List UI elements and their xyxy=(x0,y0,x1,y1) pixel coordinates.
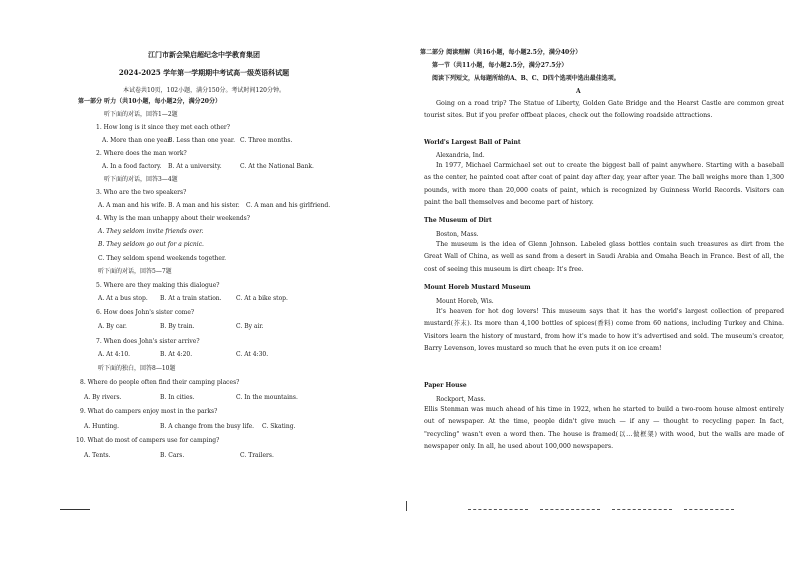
exam-title: 2024-2025 学年第一学期期中考试高一级英语科试题 xyxy=(118,68,290,77)
reading-instruction: 阅读下列短文，从每题所给的A、B、C、D四个选项中选出最佳选项。 xyxy=(432,75,620,82)
footer-dash xyxy=(684,509,734,510)
right-page xyxy=(410,0,794,561)
group-instruction: 听下面的独白，回答8—10题 xyxy=(98,365,176,372)
question-stem: 5. Where are they making this dialogue? xyxy=(96,282,220,289)
attraction-place: Alexandria, Ind. xyxy=(436,152,485,159)
question-stem: 1. How long is it since they met each other? xyxy=(96,124,230,131)
option-b: B. At 4:20. xyxy=(160,351,193,358)
option-a: A. They seldom invite friends over. xyxy=(98,228,204,235)
option-c: C. In the mountains. xyxy=(236,394,298,401)
passage-intro: Going on a road trip? The Statue of Liberty, Golden Gate Bridge and the Hearst Castle are common great tourist sites. But if you prefer offbeat places, check out the following roadside attractions. xyxy=(424,100,784,120)
attraction-name: The Museum of Dirt xyxy=(424,217,492,224)
option-a: A. At a bus stop. xyxy=(98,295,148,302)
option-b: B. They seldom go out for a picnic. xyxy=(98,241,204,248)
option-a: A. More than one year. xyxy=(102,137,172,144)
option-b: B. Less than one year. xyxy=(168,137,236,144)
option-a: A. A man and his wife. xyxy=(98,202,167,209)
listening-part-title: 第一部分 听力（共10小题，每小题2分，满分20分） xyxy=(78,98,221,105)
reading-part-title: 第二部分 阅读理解（共16小题，每小题2.5分，满分40分） xyxy=(420,49,582,56)
fold-mark xyxy=(406,501,407,511)
attraction-name: Mount Horeb Mustard Museum xyxy=(424,284,531,291)
question-stem: 3. Who are the two speakers? xyxy=(96,189,187,196)
question-stem: 10. What do most of campers use for camping? xyxy=(76,437,220,444)
option-c: C. A man and his girlfriend. xyxy=(246,202,331,209)
attraction-text: It's heaven for hot dog lovers! This museum says that it has the world's largest collection of prepared mustard(芥末). Its more than 4,100 bottles of spices(香料) come from 60 nations, including Turkey and China. Visitors learn the history of mustard, from how it's made to how it's advertised and sold. The museum's creator, Barry Levenson, loves mustard so much that he even puts it on ice cream! xyxy=(424,308,784,353)
option-a: A. By rivers. xyxy=(84,394,122,401)
passage-letter: A xyxy=(576,88,581,95)
option-a: A. Hunting. xyxy=(84,423,120,430)
option-c: C. They seldom spend weekends together. xyxy=(98,255,227,262)
question-stem: 9. What do campers enjoy most in the parks? xyxy=(80,408,218,415)
option-b: B. In cities. xyxy=(160,394,195,401)
attraction-place: Mount Horeb, Wis. xyxy=(436,298,494,305)
footer-dash xyxy=(540,509,600,510)
option-c: C. At a bike stop. xyxy=(236,295,288,302)
option-b: B. By train. xyxy=(160,323,195,330)
group-instruction: 听下面的对话，回答1—2题 xyxy=(104,111,178,118)
option-c: C. Trailers. xyxy=(240,452,274,459)
attraction-text: In 1977, Michael Carmichael set out to create the biggest ball of paint anywhere. Starting with a baseball as the center, he painted coat after coat of paint day after day, year after year. The ball weighs more than 1,300 pounds, with more than 20,000 coats of paint, which is recognized by Guinness World Records. Visitors can paint the ball themselves and become part of history. xyxy=(424,162,784,207)
option-c: C. Skating. xyxy=(262,423,296,430)
attraction-name: World's Largest Ball of Paint xyxy=(424,139,521,146)
school-name: 江门市新会梁启超纪念中学教育集团 xyxy=(148,50,260,59)
option-c: C. At 4:30. xyxy=(236,351,269,358)
question-stem: 7. When does John's sister arrive? xyxy=(96,338,200,345)
question-stem: 6. How does John's sister come? xyxy=(96,309,195,316)
option-a: A. Tents. xyxy=(84,452,111,459)
attraction-name: Paper House xyxy=(424,382,467,389)
group-instruction: 听下面的对话，回答5—7题 xyxy=(98,268,172,275)
option-b: B. Cars. xyxy=(160,452,185,459)
attraction-text: Ellis Stenman was much ahead of his time in 1922, when he started to build a two-room house almost entirely out of newspaper. At the time, people didn't give much — if any — thought to recycling paper. In fact, "recycling" wasn't even a word then. The house is framed(以…做框架) with wood, but the walls are made of newspaper only. In all, he used about 100,000 newspapers. xyxy=(424,406,784,451)
attraction-place: Rockport, Mass. xyxy=(436,396,486,403)
option-a: A. At 4:10. xyxy=(98,351,131,358)
option-c: C. By air. xyxy=(236,323,264,330)
reading-section-title: 第一节（共11小题，每小题2.5分，满分27.5分） xyxy=(432,62,568,69)
footer-rule xyxy=(60,509,90,510)
group-instruction: 听下面的对话，回答3—4题 xyxy=(104,176,178,183)
option-c: C. Three months. xyxy=(240,137,293,144)
option-b: B. A change from the busy life. xyxy=(160,423,255,430)
question-stem: 8. Where do people often find their camping places? xyxy=(80,379,240,386)
footer-dash xyxy=(468,509,528,510)
attraction-place: Boston, Mass. xyxy=(436,231,479,238)
attraction-text: The museum is the idea of Glenn Johnson. Labeled glass bottles contain such treasures as dirt from the Great Wall of China, as well as sand from a desert in Saudi Arabia and Omaha Beach in France. Best of all, the cost of seeing this museum is dirt cheap: It's free. xyxy=(424,241,784,273)
option-c: C. At the National Bank. xyxy=(240,163,314,170)
option-a: A. In a food factory. xyxy=(102,163,162,170)
question-stem: 4. Why is the man unhappy about their weekends? xyxy=(96,215,250,222)
exam-info: 本试卷共10页，102小题，满分150分。考试时间120分钟。 xyxy=(123,87,285,94)
option-b: B. A man and his sister. xyxy=(168,202,240,209)
footer-dash xyxy=(612,509,672,510)
option-b: B. At a train station. xyxy=(160,295,222,302)
question-stem: 2. Where does the man work? xyxy=(96,150,187,157)
option-b: B. At a university. xyxy=(168,163,222,170)
option-a: A. By car. xyxy=(98,323,127,330)
